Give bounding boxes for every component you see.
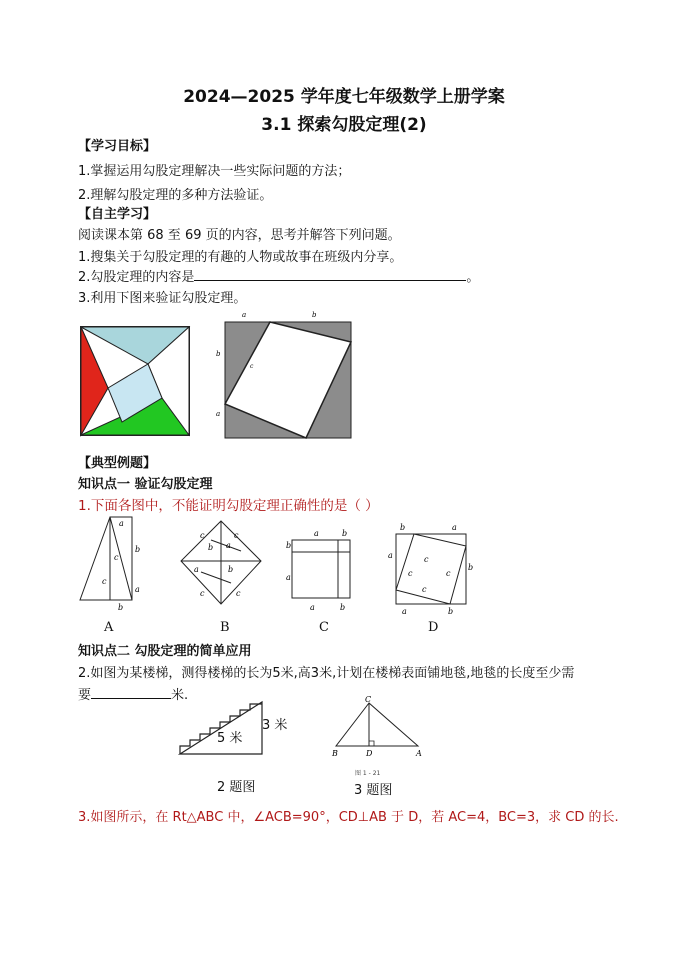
svg-text:a: a xyxy=(194,565,199,574)
svg-text:c: c xyxy=(200,589,205,598)
triangle-small-caption: 图 1 - 21 xyxy=(355,770,381,777)
knowledge-point-1: 知识点一 验证勾股定理 xyxy=(78,477,213,492)
self-study-heading: 【自主学习】 xyxy=(78,207,157,222)
svg-text:a: a xyxy=(135,585,140,594)
svg-text:b: b xyxy=(118,603,124,612)
q2-line2-suffix: 米. xyxy=(171,688,189,703)
option-a-figure xyxy=(76,514,150,614)
svg-text:c: c xyxy=(200,531,205,540)
option-a-label: A xyxy=(104,620,114,635)
svg-text:b: b xyxy=(448,607,454,616)
label-c-inner: c xyxy=(250,363,254,370)
svg-text:c: c xyxy=(422,585,427,594)
svg-text:a: a xyxy=(388,551,393,560)
svg-text:c: c xyxy=(236,589,241,598)
stair-answer-blank[interactable] xyxy=(91,698,171,699)
q2-answer-blank[interactable] xyxy=(194,280,466,281)
gray-square-figure xyxy=(212,306,356,440)
label-a-left: a xyxy=(216,410,221,418)
colored-square-figure xyxy=(78,324,194,440)
q2-prefix: 2.勾股定理的内容是 xyxy=(78,270,195,285)
self-study-q3: 3.利用下图来验证勾股定理。 xyxy=(78,291,247,306)
question-1: 1.下面各图中，不能证明勾股定理正确性的是（ ） xyxy=(78,498,379,514)
option-c-figure xyxy=(286,522,356,614)
svg-text:c: c xyxy=(446,569,451,578)
label-b-top: b xyxy=(312,311,317,319)
vertex-a: A xyxy=(416,749,422,758)
stair-caption: 2 题图 xyxy=(217,780,256,795)
svg-text:a: a xyxy=(286,573,291,582)
q2-line2-prefix: 要 xyxy=(78,688,92,703)
svg-text:a: a xyxy=(452,523,457,532)
self-study-q2 xyxy=(78,266,479,285)
vertex-d: D xyxy=(366,749,373,758)
option-d-figure xyxy=(388,520,474,616)
svg-text:a: a xyxy=(226,541,231,550)
objective-item-2: 2.理解勾股定理的多种方法验证。 xyxy=(78,188,273,203)
svg-text:b: b xyxy=(286,541,292,550)
svg-text:c: c xyxy=(408,569,413,578)
svg-text:b: b xyxy=(340,603,346,612)
self-study-line-1: 阅读课本第 68 至 69 页的内容，思考并解答下列问题。 xyxy=(78,228,401,243)
stair-height-label: 3 米 xyxy=(262,718,288,733)
document-title: 2024—2025 学年度七年级数学上册学案 xyxy=(183,87,505,107)
svg-text:a: a xyxy=(310,603,315,612)
svg-text:c: c xyxy=(424,555,429,564)
label-a-top: a xyxy=(242,311,247,319)
triangle-caption: 3 题图 xyxy=(354,783,393,798)
svg-text:c: c xyxy=(102,577,107,586)
svg-text:b: b xyxy=(400,523,406,532)
q2-suffix: 。 xyxy=(466,270,480,285)
svg-text:b: b xyxy=(342,529,348,538)
vertex-c: C xyxy=(365,695,372,704)
svg-text:b: b xyxy=(468,563,474,572)
question-2-line-2 xyxy=(78,684,188,703)
svg-text:b: b xyxy=(208,543,214,552)
vertex-b: B xyxy=(332,749,338,758)
svg-text:c: c xyxy=(114,553,119,562)
stair-length-label: 5 米 xyxy=(217,731,243,746)
svg-text:b: b xyxy=(135,545,141,554)
option-c-label: C xyxy=(319,620,329,635)
question-2-line-1: 2.如图为某楼梯，测得楼梯的长为5米,高3米,计划在楼梯表面铺地毯,地毯的长度至少需 xyxy=(78,666,575,681)
triangle-figure xyxy=(330,694,426,760)
svg-text:a: a xyxy=(119,519,124,528)
label-b-left: b xyxy=(216,350,221,358)
option-b-figure xyxy=(178,518,264,608)
option-d-label: D xyxy=(428,620,439,635)
objective-item-1: 1.掌握运用勾股定理解决一些实际问题的方法； xyxy=(78,164,351,179)
option-b-label: B xyxy=(220,620,230,635)
question-3: 3.如图所示，在 Rt△ABC 中，∠ACB=90°，CD⊥AB 于 D，若 AC=4，BC=3，求 CD 的长. xyxy=(78,810,619,825)
lesson-subtitle: 3.1 探索勾股定理(2) xyxy=(261,115,427,135)
self-study-line-2: 1.搜集关于勾股定理的有趣的人物或故事在班级内分享。 xyxy=(78,250,403,265)
objectives-heading: 【学习目标】 xyxy=(78,139,157,154)
examples-heading: 【典型例题】 xyxy=(78,456,157,471)
svg-text:c: c xyxy=(234,531,239,540)
svg-text:b: b xyxy=(228,565,234,574)
svg-text:a: a xyxy=(314,529,319,538)
svg-text:a: a xyxy=(402,607,407,616)
knowledge-point-2: 知识点二 勾股定理的简单应用 xyxy=(78,644,252,659)
